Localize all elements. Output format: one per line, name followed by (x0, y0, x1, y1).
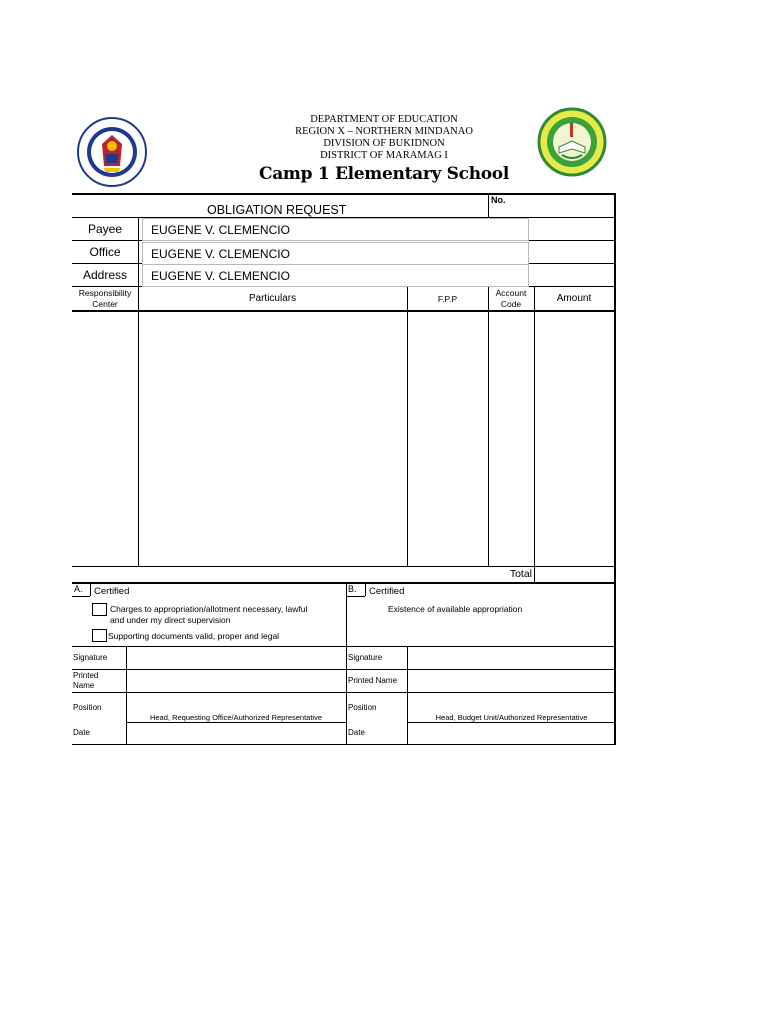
address-label: Address (82, 268, 128, 282)
header-line-2: REGION X – NORTHERN MINDANAO (295, 126, 473, 137)
a-printed-name-label (73, 671, 98, 691)
office-field[interactable]: EUGENE V. CLEMENCIO (142, 242, 529, 265)
header-line-3: DIVISION OF BUKIDNON (323, 138, 445, 149)
col-header-amount: Amount (556, 293, 592, 304)
a-position-label: Position (73, 703, 102, 712)
school-seal-icon (537, 107, 607, 177)
col-header-responsibility-line1: Responsibility (78, 288, 132, 298)
charges-text-line2: and under my direct supervision (110, 615, 231, 625)
supporting-docs-checkbox[interactable] (92, 629, 107, 642)
a-position-caption: Head, Requesting Office/Authorized Representative (149, 713, 323, 722)
a-printed-line2: Name (73, 681, 95, 690)
school-name: Camp 1 Elementary School (258, 164, 510, 184)
payee-label: Payee (87, 222, 123, 236)
b-position-label: Position (348, 703, 377, 712)
b-position-caption: Head, Budget Unit/Authorized Representative (435, 713, 588, 722)
form-title: OBLIGATION REQUEST (207, 203, 347, 217)
supporting-docs-text: Supporting documents valid, proper and legal (108, 631, 280, 641)
b-date-label: Date (348, 728, 365, 737)
section-a-certified: Certified (94, 586, 130, 597)
section-a-letter: A. (74, 584, 83, 594)
header-line-1: DEPARTMENT OF EDUCATION (310, 114, 458, 125)
section-b-certified: Certified (369, 586, 405, 597)
total-label: Total (509, 568, 532, 580)
charges-text-line1: Charges to appropriation/allotment necessary, lawful (110, 604, 308, 614)
a-signature-label: Signature (73, 653, 108, 662)
col-header-particulars: Particulars (248, 293, 297, 304)
col-header-responsibility-line2: Center (92, 299, 118, 309)
no-label: No. (491, 195, 506, 205)
office-label: Office (89, 245, 121, 259)
col-header-account-code (488, 288, 534, 310)
col-header-fpp: F.P.P (437, 294, 458, 304)
a-date-label: Date (73, 728, 90, 737)
header-line-4: DISTRICT OF MARAMAG I (320, 150, 448, 161)
existence-text: Existence of available appropriation (388, 604, 523, 614)
charges-checkbox[interactable] (92, 603, 107, 616)
payee-field[interactable]: EUGENE V. CLEMENCIO (142, 218, 529, 241)
a-printed-line1: Printed (73, 671, 99, 680)
section-b-letter: B. (348, 584, 357, 594)
col-header-responsibility (72, 288, 138, 310)
address-field[interactable]: EUGENE V. CLEMENCIO (142, 264, 529, 287)
b-printed-name-label: Printed Name (348, 676, 397, 685)
col-header-account-line1: Account (495, 288, 527, 298)
b-signature-label: Signature (348, 653, 383, 662)
col-header-account-line2: Code (500, 299, 522, 309)
